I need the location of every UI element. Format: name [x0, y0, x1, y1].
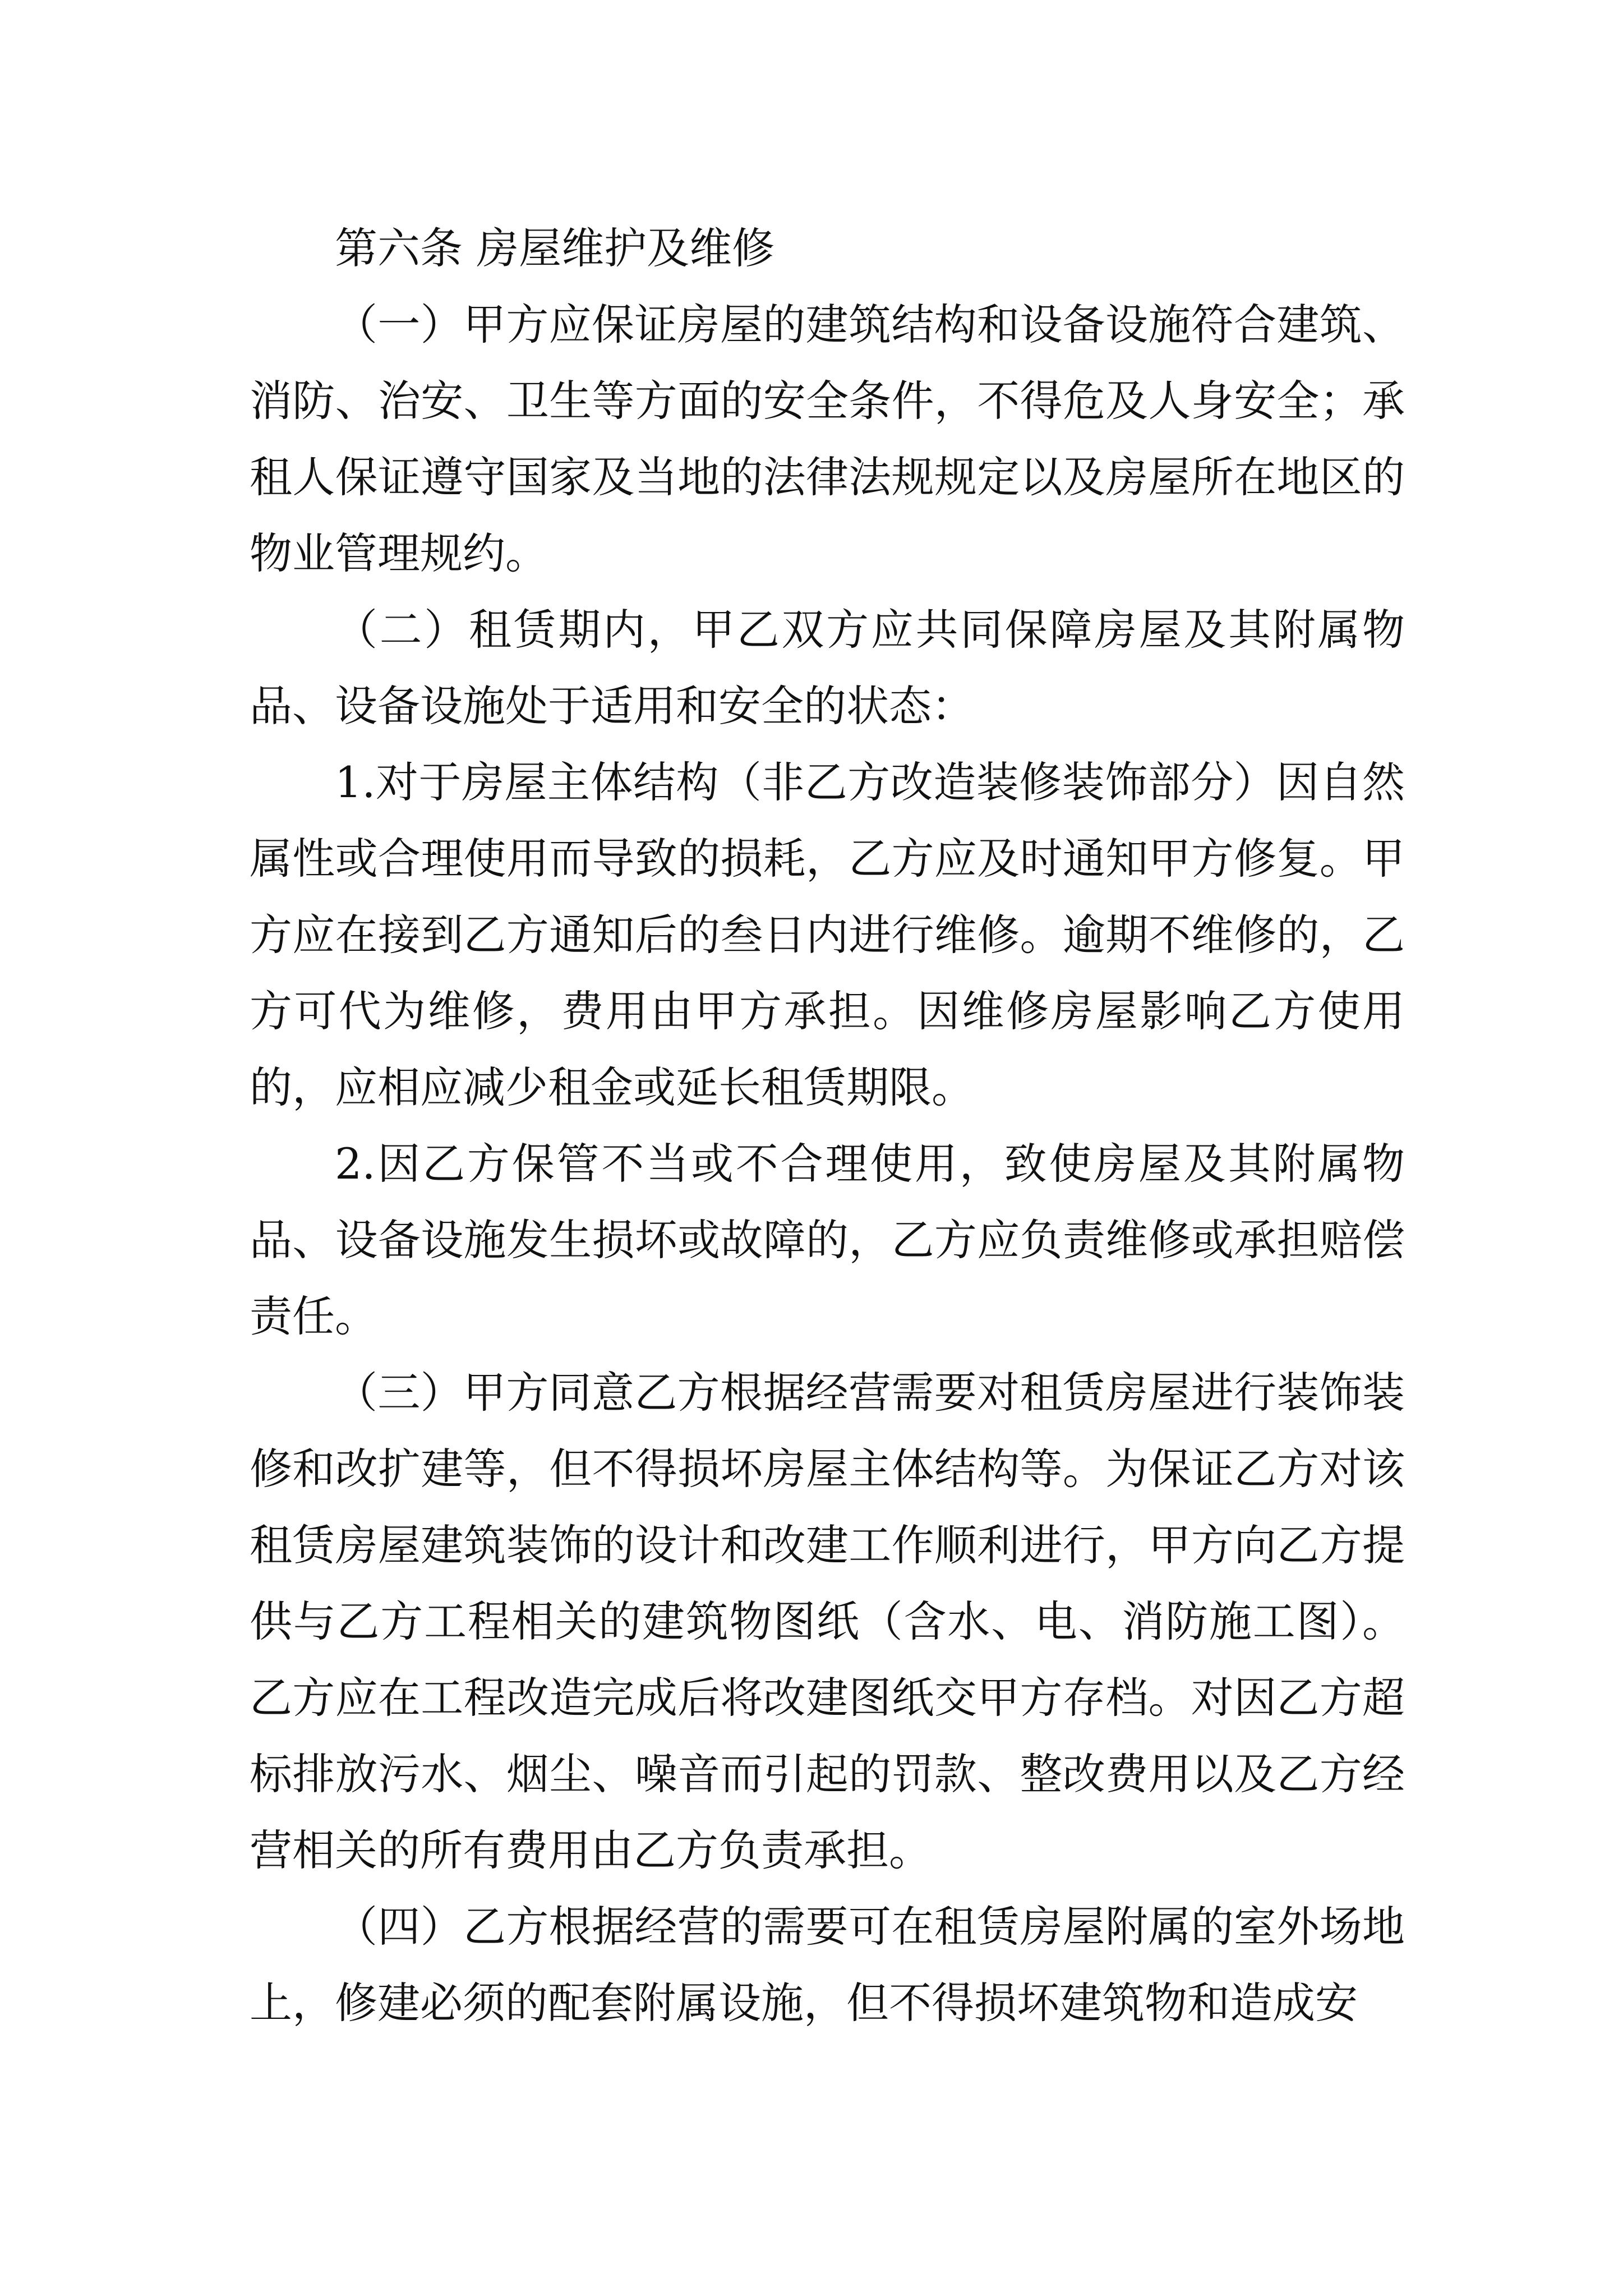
section-heading: 第六条 房屋维护及维修	[335, 223, 775, 273]
paragraph-1: （一）甲方应保证房屋的建筑结构和设备设施符合建筑、消防、治安、卫生等方面的安全条件，不得危及人身安全；承租人保证遵守国家及当地的法律法规规定以及房屋所在地区的物业管理规约。	[250, 300, 1405, 578]
paragraph-6: （四）乙方根据经营的需要可在租赁房屋附属的室外场地上，修建必须的配套附属设施，但不得损坏建筑物和造成安	[250, 1902, 1405, 2028]
paragraph-2: （二）租赁期内，甲乙双方应共同保障房屋及其附属物品、设备设施处于适用和安全的状态：	[250, 605, 1405, 731]
document-body	[250, 210, 1405, 2041]
paragraph-4: 2.因乙方保管不当或不合理使用，致使房屋及其附属物品、设备设施发生损坏或故障的，乙方应负责维修或承担赔偿责任。	[250, 1139, 1405, 1341]
paragraph-5: （三）甲方同意乙方根据经营需要对租赁房屋进行装饰装修和改扩建等，但不得损坏房屋主体结构等。为保证乙方对该租赁房屋建筑装饰的设计和改建工作顺利进行，甲方向乙方提供与乙方工程相关的建筑物图纸（含水、电、消防施工图）。乙方应在工程改造完成后将改建图纸交甲方存档。对因乙方超标排放污水、烟尘、噪音而引起的罚款、整改费用以及乙方经营相关的所有费用由乙方负责承担。	[250, 1368, 1405, 1875]
paragraph-3: 1.对于房屋主体结构（非乙方改造装修装饰部分）因自然属性或合理使用而导致的损耗，乙方应及时通知甲方修复。甲方应在接到乙方通知后的叁日内进行维修。逾期不维修的，乙方可代为维修，费用由甲方承担。因维修房屋影响乙方使用的，应相应减少租金或延长租赁期限。	[250, 757, 1405, 1112]
